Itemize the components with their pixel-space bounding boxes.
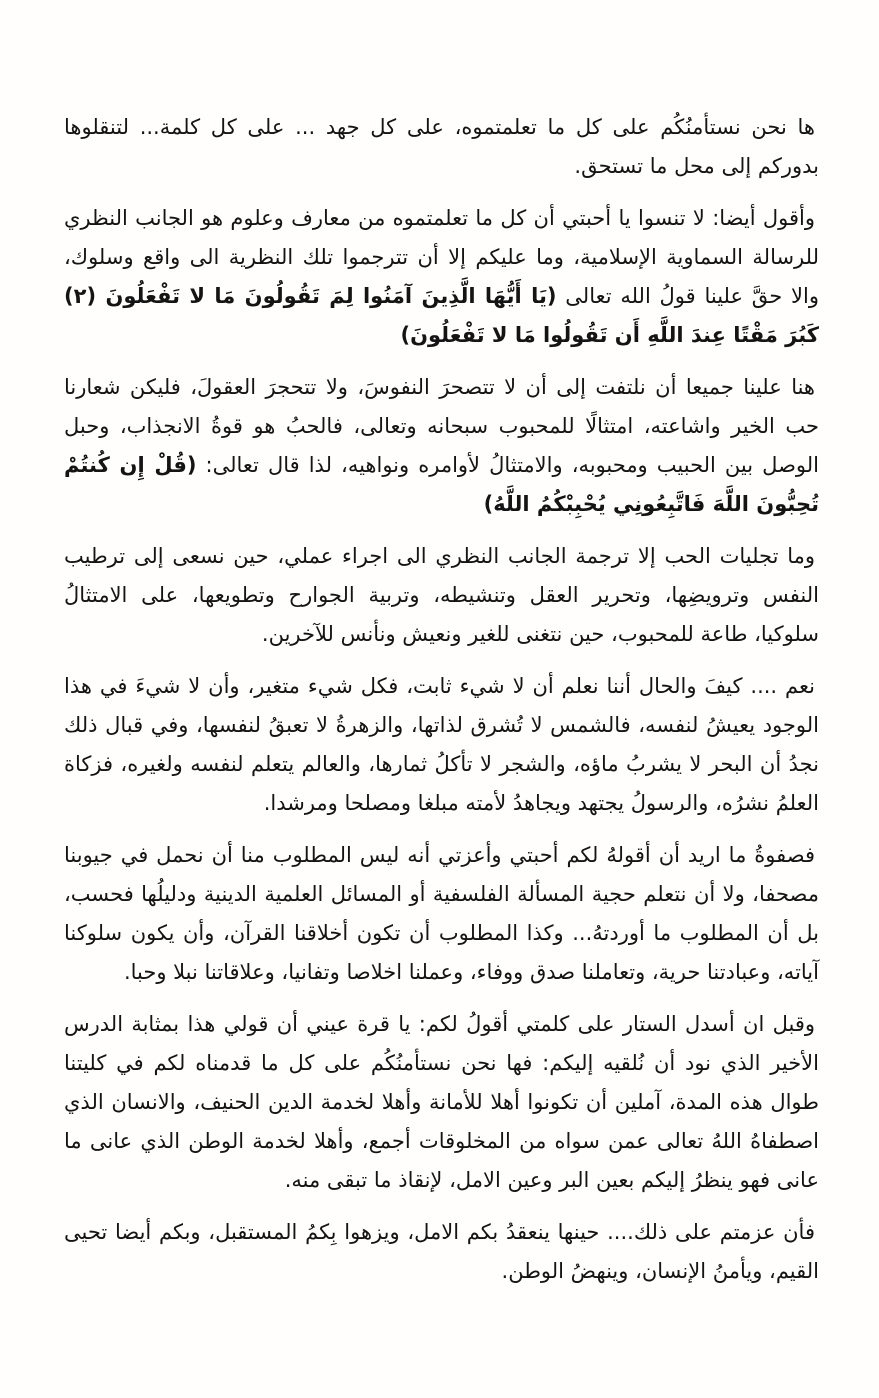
paragraph-love-and-obedience — [64, 368, 819, 524]
paragraph-closing-hope — [64, 1213, 819, 1291]
paragraph-text: ها نحن نستأمنُكُم على كل ما تعلمتموه، على كل جهد ... على كل كلمة... لتنقلوها بدوركم إلى محل ما تستحق. — [64, 115, 819, 178]
paragraph-entrusting-knowledge — [64, 108, 819, 186]
paragraph-essence-of-message — [64, 836, 819, 992]
paragraph-manifestations-of-love — [64, 537, 819, 654]
paragraph-text: وقبل ان أسدل الستار على كلمتي أقولُ لكم: يا قرة عيني أن قولي هذا بمثابة الدرس الأخير الذي نود أن نُلقيه إليكم: فها نحن نستأمنُكُم على كل ما قدمناه لكم في كليتنا طوال هذه المدة، آملين أن تكونوا أهلا للأمانة وأهلا لخدمة الدين الحنيف، والانسان الذي اصطفاهُ اللهُ تعالى عمن سواه من المخلوقات أجمع، وأهلا لخدمة الوطن الذي عانى ما عانى فهو ينظرُ إليكم بعين البر وعين الامل، لإنقاذ ما تبقى منه. — [64, 1012, 819, 1192]
paragraph-final-lesson — [64, 1005, 819, 1200]
quran-verse-saff: (يَا أَيُّهَا الَّذِينَ آمَنُوا لِمَ تَقُولُونَ مَا لا تَفْعَلُونَ (٢) كَبُرَ مَقْتًا عِندَ اللَّهِ أَن تَقُولُوا مَا لا تَفْعَلُونَ) — [64, 284, 819, 347]
paragraph-theory-to-practice — [64, 199, 819, 355]
paragraph-text: هنا علينا جميعا أن نلتفت إلى أن لا تتصحرَ النفوسَ، ولا تتحجرَ العقولَ، فليكن شعارنا حب الخير واشاعته، امتثالًا للمحبوب سبحانه وتعالى، فالحبُ هو قوةُ الانجذاب، وحبل الوصل بين الحبيب ومحبوبه، والامتثالُ لأوامره ونواهيه، لذا قال تعالى: — [64, 375, 819, 477]
paragraph-text: فأن عزمتم على ذلك.... حينها ينعقدُ بكم الامل، ويزهوا بِكمُ المستقبل، وبكم أيضا تحيى القيم، ويأمنُ الإنسان، وينهضُ الوطن. — [64, 1220, 819, 1283]
quran-verse-love: (قُلْ إِن كُنتُمْ تُحِبُّونَ اللَّهَ فَاتَّبِعُونِي يُحْبِبْكُمُ اللَّهُ) — [64, 453, 819, 516]
paragraph-text: نعم .... كيفَ والحال أننا نعلم أن لا شيء ثابت، فكل شيء متغير، وأن لا شيءَ في هذا الوجود يعيشُ لنفسه، فالشمس لا تُشرق لذاتها، والزهرةُ لا تعبقُ لنفسها، وفي قبال ذلك نجدُ أن البحر لا يشربُ ماؤه، والشجر لا تأكلُ ثمارها، والعالم يتعلم لنفسه ولغيره، فزكاة العلمُ نشرُه، والرسولُ يجتهد ويجاهدُ لأمته مبلغا ومصلحا ومرشدا. — [64, 674, 819, 815]
paragraph-text: فصفوةُ ما اريد أن أقولهُ لكم أحبتي وأعزتي أنه ليس المطلوب منا أن نحمل في جيوبنا مصحفا، ولا أن نتعلم حجية المسألة الفلسفية أو المسائل العلمية الدينية ودليلُها فحسب، بل أن المطلوب ما أوردتهُ... وكذا المطلوب أن تكون أخلاقنا القرآن، وأن يكون سلوكنا آياته، وعبادتنا حرية، وتعاملنا صدق ووفاء، وعملنا اخلاصا وتفانيا، وعلاقاتنا نبلا وحبا. — [64, 843, 819, 984]
paragraph-nothing-lives-for-itself — [64, 667, 819, 823]
paragraph-text: وما تجليات الحب إلا ترجمة الجانب النظري الى اجراء عملي، حين نسعى إلى ترطيب النفس وترويضِها، وتحرير العقل وتنشيطه، وتربية الجوارح وتطويعها، على الامتثالُ سلوكيا، طاعة للمحبوب، حين نتغنى للغير ونعيش ونأنس للآخرين. — [64, 544, 819, 646]
paragraph-text: وأقول أيضا: لا تنسوا يا أحبتي أن كل ما تعلمتموه من معارف وعلوم هو الجانب النظري للرسالة السماوية الإسلامية، وما عليكم إلا أن تترجموا تلك النظرية الى واقع وسلوك، والا حقَّ علينا قولُ الله تعالى — [64, 206, 819, 308]
